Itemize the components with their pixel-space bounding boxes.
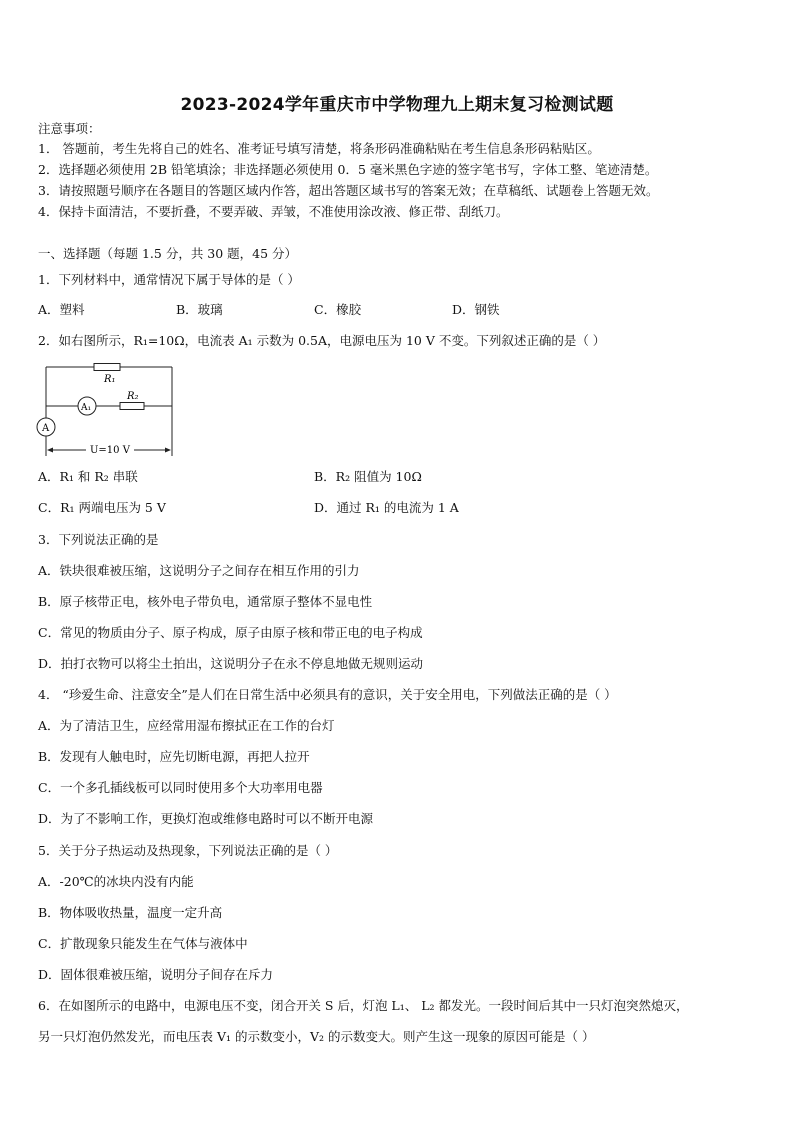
option-c: C．R₁ 两端电压为 5 V — [38, 500, 166, 515]
option-a: A．铁块很难被压缩，这说明分子之间存在相互作用的引力 — [38, 563, 360, 578]
option-c: C．常见的物质由分子、原子构成，原子由原子核和带正电的电子构成 — [38, 625, 423, 640]
option-d: D．为了不影响工作，更换灯泡或维修电路时可以不断开电源 — [38, 811, 374, 826]
option-c: C．扩散现象只能发生在气体与液体中 — [38, 936, 248, 951]
r2-label: R₂ — [127, 391, 139, 402]
option-b: B．玻璃 — [176, 302, 223, 317]
voltage-label: U=10 V — [90, 445, 130, 456]
option-b: B．发现有人触电时，应先切断电源，再把人拉开 — [38, 749, 310, 764]
r1-label: R₁ — [104, 374, 116, 385]
option-a: A．为了清洁卫生，应经常用湿布擦拭正在工作的台灯 — [38, 718, 335, 733]
ammeter-a-icon: A — [42, 423, 50, 434]
question-stem: 6．在如图所示的电路中，电源电压不变，闭合开关 S 后，灯泡 L₁、 L₂ 都发光。一段时间后其中一只灯泡突然熄灭， — [38, 998, 689, 1013]
option-a: A．-20℃的冰块内没有内能 — [38, 874, 194, 889]
notice-item: 2．选择题必须使用 2B 铅笔填涂；非选择题必须使用 0．5 毫米黑色字迹的签字笔书写，字体工整、笔迹清楚。 — [38, 162, 658, 177]
notice-item: 3．请按照题号顺序在各题目的答题区域内作答，超出答题区域书写的答案无效；在草稿纸、试题卷上答题无效。 — [38, 183, 659, 198]
option-d: D．固体很难被压缩，说明分子间存在斥力 — [38, 967, 274, 982]
option-b: B．R₂ 阻值为 10Ω — [314, 469, 422, 484]
notice-item: 4．保持卡面清洁，不要折叠，不要弄破、弄皱，不准使用涂改液、修正带、刮纸刀。 — [38, 204, 509, 219]
ammeter-a1-icon: A₁ — [81, 403, 92, 413]
question-stem: 1．下列材料中，通常情况下属于导体的是（ ） — [38, 272, 300, 287]
option-c: C．橡胶 — [314, 302, 362, 317]
page-title: 2023-2024学年重庆市中学物理九上期末复习检测试题 — [180, 95, 614, 115]
question-stem: 4． “珍爱生命、注意安全”是人们在日常生活中必须具有的意识，关于安全用电，下列做法正确的是（ ） — [38, 687, 617, 702]
option-a: A．塑料 — [38, 302, 85, 317]
question-stem-continued: 另一只灯泡仍然发光，而电压表 V₁ 的示数变小，V₂ 的示数变大。则产生这一现象的原因可能是（ ） — [38, 1029, 595, 1044]
option-d: D．钢铁 — [452, 302, 500, 317]
option-d: D．通过 R₁ 的电流为 1 A — [314, 500, 459, 515]
section-heading: 一、选择题（每题 1.5 分，共 30 题，45 分） — [38, 246, 298, 261]
option-b: B．物体吸收热量，温度一定升高 — [38, 905, 223, 920]
question-stem: 5．关于分子热运动及热现象，下列说法正确的是（ ） — [38, 843, 338, 858]
question-stem: 3．下列说法正确的是 — [38, 532, 159, 547]
option-a: A．R₁ 和 R₂ 串联 — [38, 469, 138, 484]
option-d: D．拍打衣物可以将尘土拍出，这说明分子在永不停息地做无规则运动 — [38, 656, 424, 671]
circuit-diagram — [34, 362, 184, 460]
option-c: C．一个多孔插线板可以同时使用多个大功率用电器 — [38, 780, 323, 795]
option-b: B．原子核带正电，核外电子带负电，通常原子整体不显电性 — [38, 594, 373, 609]
notice-heading: 注意事项： — [38, 121, 101, 136]
notice-item: 1． 答题前，考生先将自己的姓名、准考证号填写清楚，将条形码准确粘贴在考生信息条形码粘贴区。 — [38, 141, 600, 156]
question-stem: 2．如右图所示，R₁=10Ω，电流表 A₁ 示数为 0.5A，电源电压为 10 V 不变。下列叙述正确的是（ ） — [38, 333, 606, 348]
